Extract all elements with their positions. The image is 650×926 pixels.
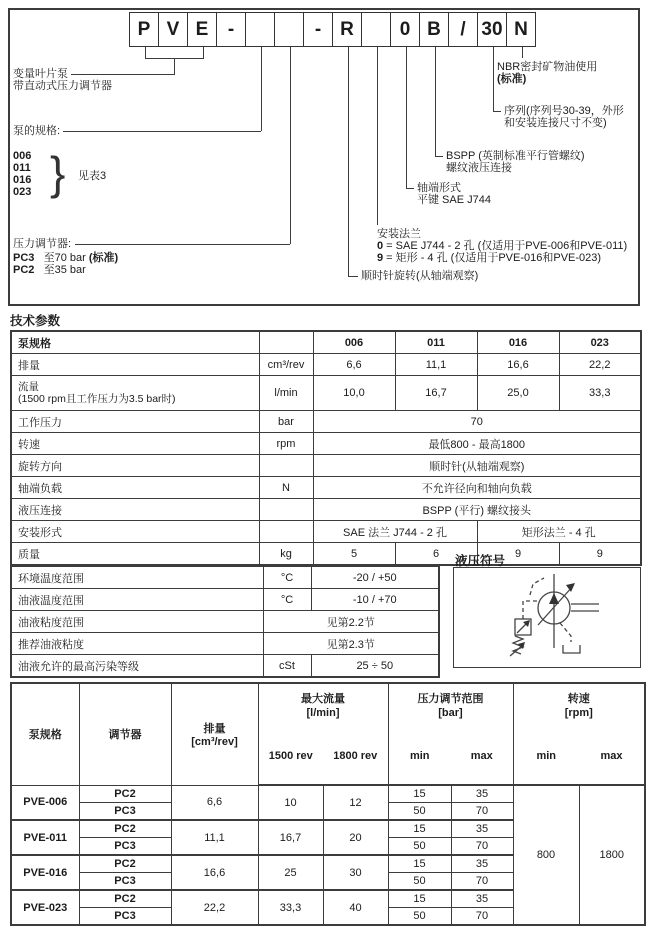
row-label: 轴端负载 <box>11 477 259 499</box>
value-cell: 见第2.3节 <box>263 633 439 655</box>
model-code-box: 30 <box>477 12 507 47</box>
leader-line <box>522 47 523 58</box>
unit-cell <box>259 499 313 521</box>
pressure-min-cell: 50 <box>388 873 451 891</box>
model-code-box: N <box>506 12 536 47</box>
model-code-box: / <box>448 12 478 47</box>
leader-line <box>145 47 146 58</box>
value-cell: 见第2.2节 <box>263 611 439 633</box>
table-row <box>11 611 439 633</box>
flow1800-cell: 30 <box>323 855 388 890</box>
pressure-min-cell: 50 <box>388 908 451 926</box>
header-line: [bar] <box>438 707 463 719</box>
fluid-params-table <box>10 565 440 678</box>
flow1800-cell: 40 <box>323 890 388 925</box>
shaft-label <box>417 182 491 206</box>
leader-line <box>435 47 436 156</box>
value-cell: 11,1 <box>395 354 477 376</box>
regulator-cell: PC2 <box>79 890 171 908</box>
bspp-label <box>446 150 585 174</box>
model-code-box: B <box>419 12 449 47</box>
pressure-min-cell: 15 <box>388 855 451 873</box>
table-row <box>11 566 439 589</box>
nbr-line1: NBR密封矿物油使用 <box>497 61 598 73</box>
sub-header: 1800 rev <box>323 744 388 785</box>
unit-cell: °C <box>263 566 311 589</box>
pump-size-option: 011 <box>13 162 31 174</box>
rotation-label: 顺时针旋转(从轴端观察) <box>361 270 479 282</box>
model-code-box: - <box>303 12 333 47</box>
pump-type-line2: 带直动式压力调节器 <box>13 80 112 92</box>
value-cell: 9 <box>477 543 559 566</box>
sub-header: max <box>579 744 645 785</box>
value-cell: 25 ÷ 50 <box>311 655 439 678</box>
header-line: 压力调节范围 <box>417 693 484 705</box>
row-label: 转速 <box>11 433 259 455</box>
regulator-label: 压力调节器: <box>13 238 72 250</box>
series-label <box>504 105 624 129</box>
regulator-option-pc2 <box>13 264 86 276</box>
leader-line <box>348 276 358 277</box>
row-label: 油液温度范围 <box>11 589 263 611</box>
regulator-option-pc3 <box>13 252 118 264</box>
row-label-line1: 流量 <box>18 381 39 393</box>
table-row <box>11 633 439 655</box>
model-code-box: E <box>187 12 217 47</box>
flange-desc: = 矩形 - 4 孔 (仅适用于PVE-016和PVE-023) <box>383 252 602 264</box>
header-line: [l/min] <box>306 707 340 719</box>
table-row <box>11 543 641 566</box>
flow1800-cell: 20 <box>323 820 388 855</box>
regulator-code: PC3 <box>13 252 35 264</box>
pressure-max-cell: 70 <box>451 838 513 856</box>
header-line: [cm³/rev] <box>191 736 238 749</box>
pressure-max-cell: 35 <box>451 855 513 873</box>
model-cell: PVE-006 <box>11 785 79 820</box>
flange-code: 9 <box>377 252 384 264</box>
value-cell: 5 <box>313 543 395 566</box>
unit-cell: °C <box>263 589 311 611</box>
value-cell: 矩形法兰 - 4 孔 <box>477 521 641 543</box>
table-row <box>11 433 641 455</box>
table-row <box>11 376 641 411</box>
value-cell: 16,6 <box>477 354 559 376</box>
row-label: 油液允许的最高污染等级 <box>11 655 263 678</box>
pump-symbol-drawing <box>454 568 640 667</box>
model-code-box <box>245 12 275 47</box>
speed-min-cell: 800 <box>513 785 579 925</box>
displacement-cell: 11,1 <box>171 820 258 855</box>
col-header-pressure-range <box>388 683 513 744</box>
flow1500-cell: 10 <box>258 785 323 820</box>
value-cell: 16,7 <box>395 376 477 411</box>
col-header-regulator: 调节器 <box>79 683 171 785</box>
leader-line <box>435 156 443 157</box>
speed-max-cell: 1800 <box>579 785 645 925</box>
sub-header: min <box>388 744 451 785</box>
table-row <box>11 477 641 499</box>
bspp-line2: 螺纹液压连接 <box>446 162 512 174</box>
unit-cell: cSt <box>263 655 311 678</box>
leader-line <box>493 47 494 111</box>
regulator-cell: PC3 <box>79 873 171 891</box>
regulator-cell: PC2 <box>79 820 171 838</box>
row-label: 旋转方向 <box>11 455 259 477</box>
row-label-line2: (1500 rpm且工作压力为3.5 bar时) <box>18 393 176 405</box>
shaft-line1: 轴端形式 <box>417 182 461 194</box>
value-cell: SAE 法兰 J744 - 2 孔 <box>313 521 477 543</box>
unit-cell: kg <box>259 543 313 566</box>
model-code-box <box>361 12 391 47</box>
nbr-line2: (标准) <box>497 73 527 85</box>
value-cell: 10,0 <box>313 376 395 411</box>
unit-cell <box>259 521 313 543</box>
pressure-min-cell: 15 <box>388 890 451 908</box>
leader-line <box>348 47 349 276</box>
regulator-cell: PC3 <box>79 908 171 926</box>
leader-line <box>406 47 407 188</box>
flow1500-cell: 25 <box>258 855 323 890</box>
value-cell: 70 <box>313 411 641 433</box>
ordering-code-diagram <box>8 8 640 306</box>
table-row <box>11 499 641 521</box>
tech-params-table <box>10 330 642 566</box>
unit-cell: l/min <box>259 376 313 411</box>
leader-line <box>290 47 291 244</box>
table-row <box>11 785 645 803</box>
leader-line <box>203 47 204 58</box>
value-cell: 33,3 <box>559 376 641 411</box>
model-code-box: P <box>129 12 159 47</box>
flow1800-cell: 12 <box>323 785 388 820</box>
row-label <box>11 376 259 411</box>
row-label: 推荐油液粘度 <box>11 633 263 655</box>
leader-line <box>261 47 262 131</box>
leader-line <box>493 111 501 112</box>
pressure-min-cell: 15 <box>388 820 451 838</box>
pump-sizes-note: 见表3 <box>78 170 107 182</box>
row-label: 安装形式 <box>11 521 259 543</box>
col-header: 泵规格 <box>11 331 259 354</box>
regulator-cell: PC3 <box>79 838 171 856</box>
col-header: 016 <box>477 331 559 354</box>
col-header-displacement <box>171 683 258 785</box>
hydraulic-symbol-title: 液压符号 <box>455 554 506 568</box>
standard-tag: (标准) <box>88 252 119 264</box>
model-cell: PVE-016 <box>11 855 79 890</box>
unit-cell: cm³/rev <box>259 354 313 376</box>
pressure-min-cell: 15 <box>388 785 451 803</box>
col-header: 006 <box>313 331 395 354</box>
regulator-cell: PC3 <box>79 803 171 821</box>
leader-line <box>174 58 175 74</box>
model-code-boxes <box>130 12 536 47</box>
hydraulic-symbol <box>453 567 641 668</box>
unit-cell <box>259 455 313 477</box>
shaft-line2: 平键 SAE J744 <box>417 194 491 206</box>
flow1500-cell: 33,3 <box>258 890 323 925</box>
flow1500-cell: 16,7 <box>258 820 323 855</box>
table-row <box>11 411 641 433</box>
table-row <box>11 521 641 543</box>
row-label: 工作压力 <box>11 411 259 433</box>
pump-type-label <box>13 68 112 92</box>
brace-icon: } <box>50 147 66 199</box>
model-summary-table <box>10 682 646 926</box>
sub-header: 1500 rev <box>258 744 323 785</box>
pump-type-line1: 变量叶片泵 <box>13 68 68 80</box>
table-row <box>11 683 645 744</box>
value-cell: 最低800 - 最高1800 <box>313 433 641 455</box>
pressure-max-cell: 35 <box>451 785 513 803</box>
pressure-max-cell: 70 <box>451 873 513 891</box>
value-cell: 6,6 <box>313 354 395 376</box>
header-line: 转速 <box>567 693 590 705</box>
col-header-pump: 泵规格 <box>11 683 79 785</box>
col-header <box>259 331 313 354</box>
displacement-cell: 6,6 <box>171 785 258 820</box>
pump-size-option: 023 <box>13 186 32 198</box>
pressure-max-cell: 35 <box>451 820 513 838</box>
flange-desc: = SAE J744 - 2 孔 (仅适用于PVE-006和PVE-011) <box>383 240 628 252</box>
displacement-cell: 16,6 <box>171 855 258 890</box>
row-label: 质量 <box>11 543 259 566</box>
section-title-tech-params: 技术参数 <box>10 314 61 328</box>
row-label: 油液粘度范围 <box>11 611 263 633</box>
unit-cell: bar <box>259 411 313 433</box>
col-header: 011 <box>395 331 477 354</box>
row-label: 环境温度范围 <box>11 566 263 589</box>
col-header: 023 <box>559 331 641 354</box>
table-row <box>11 354 641 376</box>
pump-sizes-label: 泵的规格: <box>13 125 61 137</box>
leader-line <box>377 47 378 225</box>
regulator-code: PC2 <box>13 264 35 276</box>
series-line2: 和安装连接尺寸不变) <box>504 117 607 129</box>
unit-cell: rpm <box>259 433 313 455</box>
nbr-label <box>497 61 597 85</box>
header-line: 最大流量 <box>301 693 345 705</box>
value-cell: 22,2 <box>559 354 641 376</box>
model-cell: PVE-023 <box>11 890 79 925</box>
pressure-min-cell: 50 <box>388 838 451 856</box>
value-cell: -20 / +50 <box>311 566 439 589</box>
row-label: 液压连接 <box>11 499 259 521</box>
model-code-box: R <box>332 12 362 47</box>
value-cell: 不允许径向和轴向负载 <box>313 477 641 499</box>
unit-cell: N <box>259 477 313 499</box>
leader-line <box>406 188 414 189</box>
model-code-box <box>274 12 304 47</box>
value-cell: BSPP (平行) 螺纹接头 <box>313 499 641 521</box>
regulator-cell: PC2 <box>79 855 171 873</box>
value-cell: 25,0 <box>477 376 559 411</box>
flange-option-0 <box>377 240 627 252</box>
table-row <box>11 655 439 678</box>
value-cell: -10 / +70 <box>311 589 439 611</box>
leader-line <box>75 244 290 245</box>
table-row <box>11 331 641 354</box>
pump-size-option: 006 <box>13 150 32 162</box>
col-header-speed <box>513 683 645 744</box>
pump-size-option: 016 <box>13 174 32 186</box>
table-row <box>11 455 641 477</box>
regulator-cell: PC2 <box>79 785 171 803</box>
row-label: 排量 <box>11 354 259 376</box>
model-cell: PVE-011 <box>11 820 79 855</box>
regulator-desc: 至70 bar <box>43 252 89 264</box>
value-cell: 6 <box>395 543 477 566</box>
pressure-max-cell: 70 <box>451 908 513 926</box>
model-code-box: - <box>216 12 246 47</box>
table-row <box>11 589 439 611</box>
col-header-maxflow <box>258 683 388 744</box>
leader-line <box>63 131 261 132</box>
header-line: 排量 <box>203 723 226 736</box>
displacement-cell: 22,2 <box>171 890 258 925</box>
value-cell: 9 <box>559 543 641 566</box>
pressure-min-cell: 50 <box>388 803 451 821</box>
regulator-desc: 至35 bar <box>43 264 86 276</box>
header-line: [rpm] <box>564 707 593 719</box>
flange-option-9 <box>377 252 601 264</box>
flange-label: 安装法兰 <box>377 228 421 240</box>
value-cell: 顺时针(从轴端观察) <box>313 455 641 477</box>
model-code-box: V <box>158 12 188 47</box>
bspp-line1: BSPP (英制标准平行管螺纹) <box>446 150 585 162</box>
pressure-max-cell: 70 <box>451 803 513 821</box>
flange-code: 0 <box>377 240 384 252</box>
sub-header: min <box>513 744 579 785</box>
series-line1: 序列(序列号30-39，外形 <box>504 105 624 117</box>
pressure-max-cell: 35 <box>451 890 513 908</box>
model-code-box: 0 <box>390 12 420 47</box>
sub-header: max <box>451 744 513 785</box>
